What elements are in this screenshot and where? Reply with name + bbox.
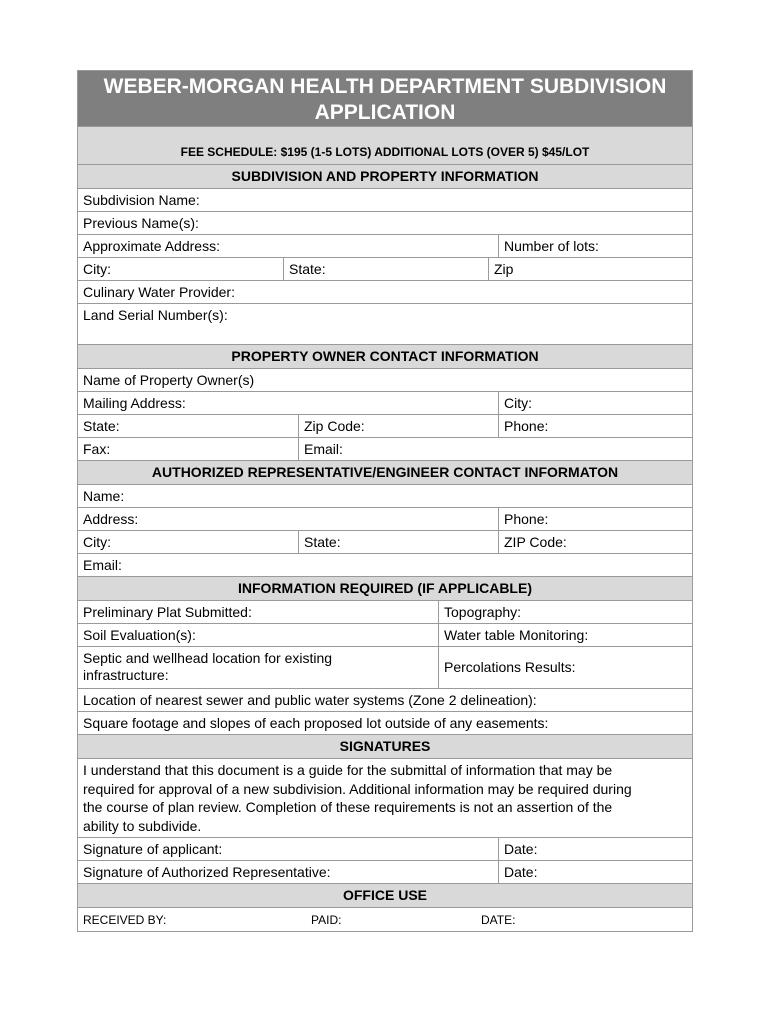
statement-text	[78, 759, 692, 837]
applicant-date-field[interactable]: Date:	[498, 838, 692, 860]
subdivision-city-field[interactable]: City:	[83, 261, 111, 277]
soil-field[interactable]: Soil Evaluation(s):	[83, 627, 196, 643]
owner-heading-row	[78, 344, 692, 368]
previous-name-row	[78, 211, 692, 234]
water-table-field[interactable]: Water table Monitoring:	[438, 624, 692, 646]
percolation-field[interactable]: Percolations Results:	[438, 647, 692, 688]
owner-state-field[interactable]: State:	[83, 418, 120, 434]
rep-city-row	[78, 530, 692, 553]
topography-field[interactable]: Topography:	[438, 601, 692, 623]
statement-row	[78, 758, 692, 837]
statement-line1: I understand that this document is a guide for the submittal of information that may be	[83, 762, 613, 778]
septic-row	[78, 646, 692, 688]
rep-address-field[interactable]: Address:	[83, 511, 139, 527]
owner-mailing-field[interactable]: Mailing Address:	[83, 395, 186, 411]
statement-line4: ability to subdivide.	[83, 817, 202, 834]
owner-heading: PROPERTY OWNER CONTACT INFORMATION	[78, 345, 692, 368]
septic-field[interactable]	[78, 647, 438, 688]
rep-name-field[interactable]: Name:	[83, 488, 125, 504]
office-date-field[interactable]: DATE:	[481, 913, 516, 927]
subdivision-name-field[interactable]: Subdivision Name:	[83, 192, 200, 208]
previous-name-field[interactable]: Previous Name(s):	[83, 215, 199, 231]
subdivision-heading-row	[78, 164, 692, 188]
office-heading: OFFICE USE	[78, 884, 692, 907]
rep-email-row	[78, 553, 692, 576]
sewer-field[interactable]: Location of nearest sewer and public water systems (Zone 2 delineation):	[83, 692, 537, 708]
owner-phone-field[interactable]: Phone:	[498, 415, 692, 437]
approx-address-row	[78, 234, 692, 257]
owner-mailing-row	[78, 391, 692, 414]
owner-state-row	[78, 414, 692, 437]
office-heading-row	[78, 883, 692, 907]
septic-label-line2: infrastructure:	[83, 667, 169, 683]
received-by-field[interactable]: RECEIVED BY:	[83, 913, 167, 927]
applicant-signature-field[interactable]: Signature of applicant:	[83, 841, 223, 857]
septic-label-line1: Septic and wellhead location for existing	[83, 650, 333, 666]
paid-field[interactable]: PAID:	[311, 913, 342, 927]
form-title-line1: WEBER-MORGAN HEALTH DEPARTMENT SUBDIVISION	[103, 75, 667, 98]
owner-name-row	[78, 368, 692, 391]
footage-field[interactable]: Square footage and slopes of each proposed lot outside of any easements:	[83, 715, 549, 731]
form-title-line2: APPLICATION	[314, 101, 456, 124]
subdivision-name-row	[78, 188, 692, 211]
owner-fax-row	[78, 437, 692, 460]
number-of-lots-field[interactable]: Number of lots:	[498, 235, 692, 257]
footage-row	[78, 711, 692, 734]
owner-email-field[interactable]: Email:	[298, 438, 692, 460]
rep-heading-row	[78, 460, 692, 484]
applicant-signature-row	[78, 837, 692, 860]
approx-address-field[interactable]: Approximate Address:	[83, 238, 220, 254]
fee-schedule: FEE SCHEDULE: $195 (1-5 LOTS) ADDITIONAL LOTS (OVER 5) $45/LOT	[78, 127, 692, 164]
form-title	[78, 71, 692, 126]
rep-phone-field[interactable]: Phone:	[498, 508, 692, 530]
land-serial-field[interactable]: Land Serial Number(s):	[83, 307, 228, 323]
subdivision-heading: SUBDIVISION AND PROPERTY INFORMATION	[78, 165, 692, 188]
signatures-heading: SIGNATURES	[78, 735, 692, 758]
owner-zip-field[interactable]: Zip Code:	[298, 415, 498, 437]
owner-city-field[interactable]: City:	[498, 392, 692, 414]
signatures-heading-row	[78, 734, 692, 758]
rep-email-field[interactable]: Email:	[83, 557, 122, 573]
rep-signature-row	[78, 860, 692, 883]
water-provider-row	[78, 280, 692, 303]
title-row	[78, 71, 692, 126]
subdivision-state-field[interactable]: State:	[283, 258, 488, 280]
rep-city-field[interactable]: City:	[83, 534, 111, 550]
required-heading-row	[78, 576, 692, 600]
sewer-row	[78, 688, 692, 711]
office-row	[78, 907, 692, 931]
rep-date-field[interactable]: Date:	[498, 861, 692, 883]
rep-name-row	[78, 484, 692, 507]
plat-field[interactable]: Preliminary Plat Submitted:	[83, 604, 252, 620]
rep-heading: AUTHORIZED REPRESENTATIVE/ENGINEER CONTACT INFORMATON	[78, 461, 692, 484]
statement-line2: required for approval of a new subdivision. Additional information may be required during	[83, 780, 632, 797]
fee-row	[78, 126, 692, 164]
land-serial-row	[78, 303, 692, 344]
owner-fax-field[interactable]: Fax:	[83, 441, 111, 457]
rep-address-row	[78, 507, 692, 530]
subdivision-application-form	[77, 70, 693, 932]
rep-zip-field[interactable]: ZIP Code:	[498, 531, 692, 553]
rep-signature-field[interactable]: Signature of Authorized Representative:	[83, 864, 331, 880]
rep-state-field[interactable]: State:	[298, 531, 498, 553]
required-heading: INFORMATION REQUIRED (IF APPLICABLE)	[78, 577, 692, 600]
subdivision-city-row	[78, 257, 692, 280]
water-provider-field[interactable]: Culinary Water Provider:	[83, 284, 235, 300]
plat-row	[78, 600, 692, 623]
owner-name-field[interactable]: Name of Property Owner(s)	[83, 372, 255, 388]
subdivision-zip-field[interactable]: Zip	[488, 258, 692, 280]
soil-row	[78, 623, 692, 646]
statement-line3: the course of plan review. Completion of these requirements is not an assertion of the	[83, 799, 613, 815]
